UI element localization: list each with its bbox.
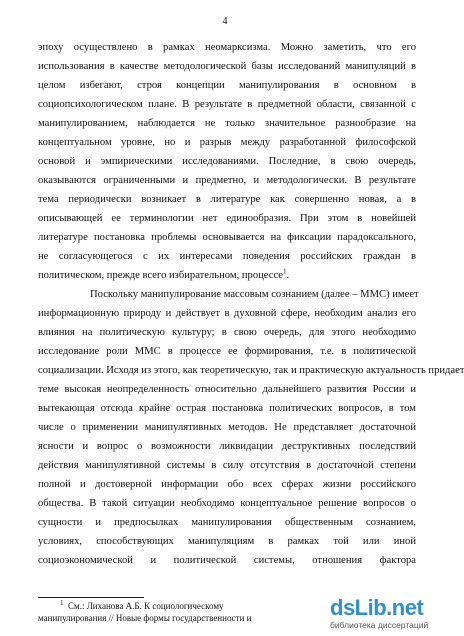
- body-text: [38, 38, 464, 570]
- body-line: тема периодически возникает в литературе как совершенно новая, а в: [38, 194, 416, 205]
- body-line: социоэкономической и политической системы, отношения фактора: [38, 555, 416, 566]
- footnote-ref: 1: [283, 267, 287, 276]
- body-line: Поскольку манипулирование массовым сознанием (далее – ММС) имеет: [90, 289, 419, 300]
- footnote-marker: 1: [60, 599, 64, 607]
- body-line: ясности и вопрос о возможности ликвидации деструктивных последствий: [38, 441, 416, 452]
- body-line: общества. В такой ситуации необходимо концептуальное решение вопросов о: [38, 498, 416, 509]
- body-line: сущности и предпосылках манипулирования общественным сознанием,: [38, 517, 416, 528]
- page-number: 4: [222, 16, 228, 27]
- footnote-line-1: [38, 600, 288, 612]
- watermark-subtitle: библиотека диссертаций: [330, 620, 429, 630]
- body-line: целом избегают, строя концепции манипулирования в основном в: [38, 80, 416, 91]
- watermark-logo: dsLib.net: [330, 595, 424, 620]
- body-line: влияния на политическую культуру; в свою очередь, для этого необходимо: [38, 327, 416, 338]
- footnote: [38, 600, 288, 624]
- body-line: исследование роли ММС в процессе ее формирования, т.е. в политической: [38, 346, 416, 357]
- body-line: информационную природу и действует в духовной сфере, необходим анализ его: [38, 308, 416, 319]
- body-line: числе о применении манипулятивных методов. Не представляет достаточной: [38, 422, 416, 433]
- footnote-text-1: См.: Лиханова А.Б. К социологическому: [68, 601, 224, 611]
- footnote-divider: [38, 597, 144, 598]
- body-line: оказываются ограниченными и предметно, и методологически. В результате: [38, 175, 416, 186]
- body-line: эпоху осуществлено в рамках неомарксизма. Можно заметить, что его: [38, 42, 416, 53]
- body-line: литературе постановка проблемы основывается на фиксации парадоксального,: [38, 232, 416, 243]
- body-line: манипулированием, наблюдается не только значительное разнообразие на: [38, 118, 416, 129]
- body-line: социализации. Исходя из этого, как теоретическую, так и практическую актуальность придает: [38, 365, 464, 376]
- body-line: вытекающая отсюда крайне острая постановка политических вопросов, в том: [38, 403, 416, 414]
- body-line: действия манипулятивной системы в силу отсутствия в достаточной степени: [38, 460, 416, 471]
- body-line: социопсихологическом плане. В результате в предметной области, связанной с: [38, 99, 416, 110]
- body-line: политическом, прежде всего избирательном, процессе$^1$.: [38, 267, 290, 281]
- watermark: [330, 596, 442, 631]
- body-line: использования в качестве методологической базы исследований манипуляций в: [38, 61, 416, 72]
- footnote-line-2: манипулирования // Новые формы государственности и: [38, 613, 252, 623]
- body-line: концептуальном уровне, но и разрыв между разработанной философской: [38, 137, 416, 148]
- body-line: основой и эмпирическими исследованиями. Последние, в свою очередь,: [38, 156, 416, 167]
- body-line: условиях, способствующих манипуляциям в рамках той или иной: [38, 536, 416, 547]
- body-line: не согласующегося с их интересами поведения российских граждан в: [38, 251, 416, 262]
- body-line: описывающей ее терминологии нет единообразия. При этом в новейшей: [38, 213, 416, 224]
- body-line: полной и достоверной информации обо всех сферах жизни российского: [38, 479, 416, 490]
- body-line: теме высокая неопределенность относительно дальнейшего развития России и: [38, 384, 416, 395]
